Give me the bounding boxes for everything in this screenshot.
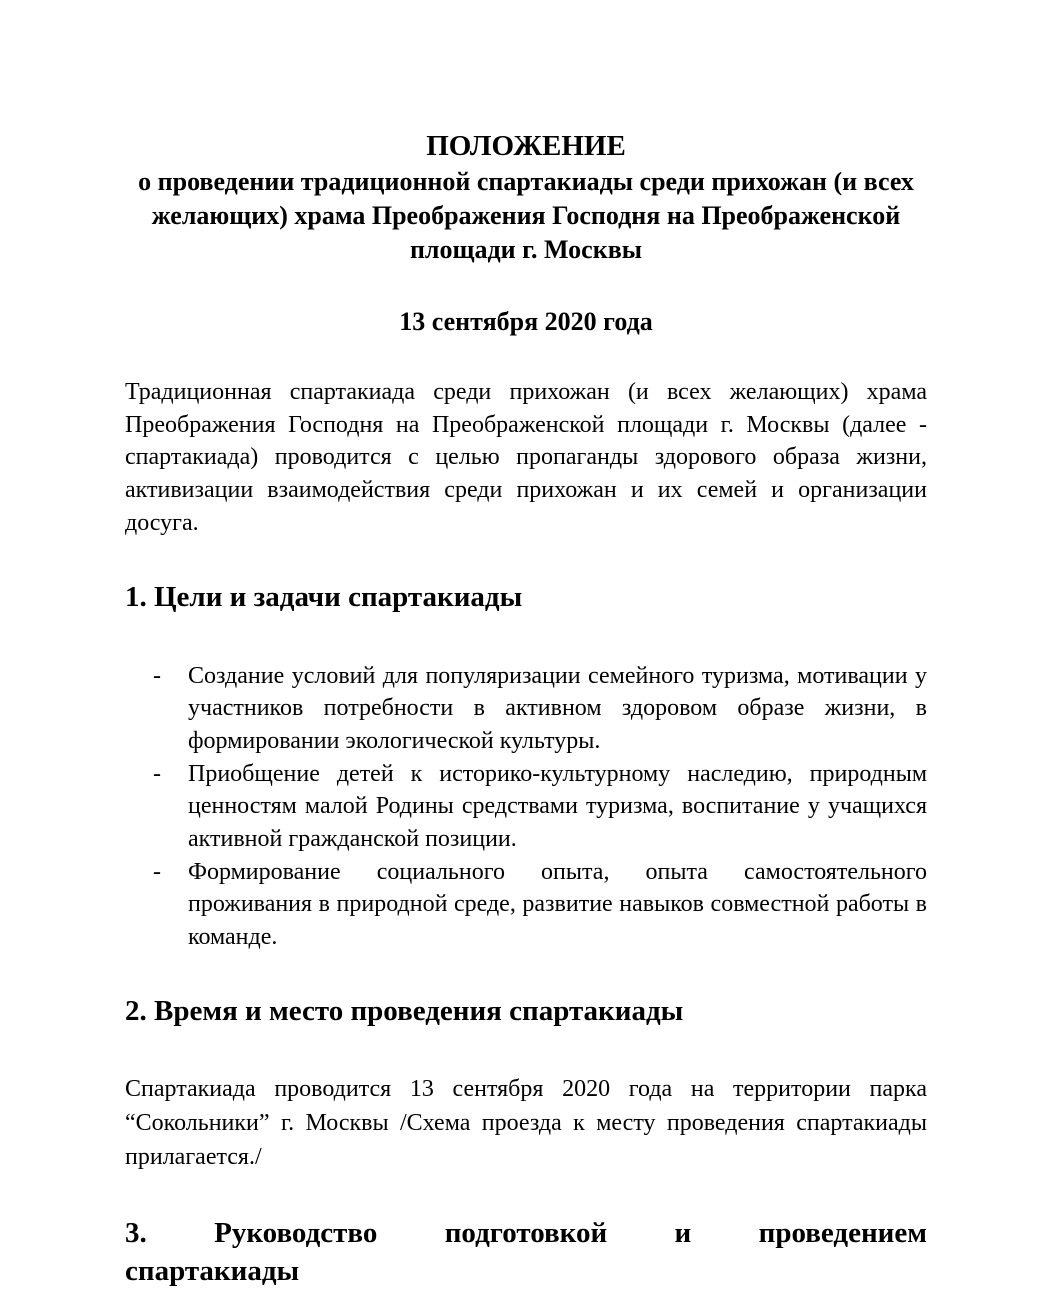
section-heading-time-place: 2. Время и место проведения спартакиады	[125, 994, 684, 1027]
document-subtitle: о проведении традиционной спартакиады среди прихожан (и всех желающих) храма Преображения Господня на Преображенской площади г. Москвы	[138, 167, 914, 264]
list-bullet: -	[153, 662, 161, 689]
list-bullet: -	[153, 760, 161, 787]
intro-paragraph: Традиционная спартакиада среди прихожан (и всех желающих) храма Преображения Господня на Преображенской площади г. Москвы (далее - спартакиада) проводится с целью пропаганды здорового образа жизни, активизации взаимодействия среди прихожан и их семей и организации досуга.	[125, 379, 927, 536]
section-heading-goals: 1. Цели и задачи спартакиады	[125, 580, 523, 613]
list-item	[125, 856, 927, 954]
time-place-paragraph: Спартакиада проводится 13 сентября 2020 года на территории парка “Сокольники” г. Москвы /Схема проезда к месту проведения спартакиады прилагается./	[125, 1075, 927, 1170]
list-bullet: -	[153, 858, 161, 885]
event-date: 13 сентября 2020 года	[399, 307, 653, 336]
section-heading-leadership: 3. Руководство подготовкой и проведением спартакиады	[125, 1216, 927, 1287]
list-item	[125, 758, 927, 856]
list-item-text: Приобщение детей к историко-культурному наследию, природным ценностям малой Родины средствами туризма, воспитание у учащихся активной гражданской позиции.	[188, 760, 927, 853]
document-title: ПОЛОЖЕНИЕ	[426, 130, 626, 162]
list-item	[125, 660, 927, 758]
list-item-text: Формирование социального опыта, опыта самостоятельного проживания в природной среде, развитие навыков совместной работы в команде.	[188, 858, 927, 951]
document-page	[125, 128, 927, 1290]
goals-list	[125, 660, 927, 954]
list-item-text: Создание условий для популяризации семейного туризма, мотивации у участников потребности в активном здоровом образе жизни, в формировании экологической культуры.	[188, 662, 927, 754]
